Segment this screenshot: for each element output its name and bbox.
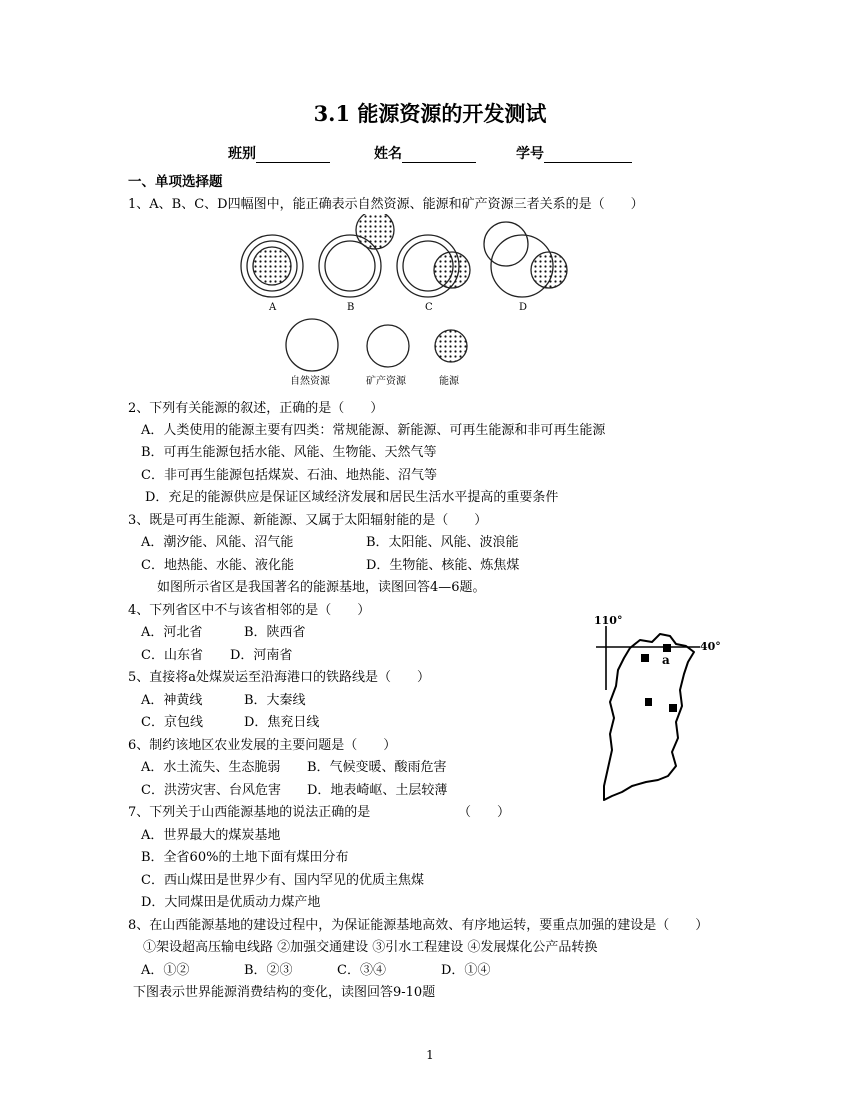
- map-coal-marker: [645, 698, 652, 706]
- question-8-option-c: C．③④: [337, 963, 386, 978]
- question-8-items: ①架设超高压输电线路 ②加强交通建设 ③引水工程建设 ④发展煤化公产品转换: [143, 940, 598, 955]
- question-7-answer-paren: （ ）: [458, 805, 511, 820]
- question-4-option-a: A．河北省: [141, 625, 203, 640]
- map-longitude-label: 110°: [594, 614, 623, 627]
- question-3-option-a: A．潮汐能、风能、沼气能: [141, 535, 294, 550]
- question-7-option-a: A．世界最大的煤炭基地: [141, 828, 281, 843]
- venn-b: [319, 214, 394, 297]
- section-heading: 一、单项选择题: [128, 174, 223, 190]
- venn-figure: [238, 214, 572, 390]
- question-4-option-d: D．河南省: [230, 648, 293, 663]
- legend-natural-resources: 自然资源: [290, 376, 330, 387]
- venn-label-c: C: [425, 302, 433, 313]
- question-4-stem: 4、下列省区中不与该省相邻的是（ ）: [128, 603, 371, 618]
- name-field: [374, 143, 476, 163]
- legend-mineral-resources: 矿产资源: [366, 376, 406, 387]
- question-7-option-b: B．全省60%的土地下面有煤田分布: [141, 850, 349, 865]
- question-4-option-c: C．山东省: [141, 648, 203, 663]
- map-coal-marker: [641, 654, 649, 662]
- class-blank[interactable]: [256, 147, 330, 163]
- intro-questions-4-6: 如图所示省区是我国著名的能源基地，读图回答4—6题。: [157, 580, 486, 595]
- question-2-stem: 2、下列有关能源的叙述，正确的是（ ）: [128, 401, 384, 416]
- question-6-option-d: D．地表崎岖、土层较薄: [307, 783, 448, 798]
- question-5-option-d: D．焦兖日线: [244, 715, 320, 730]
- question-8-option-b: B．②③: [244, 963, 293, 978]
- question-5-option-c: C．京包线: [141, 715, 203, 730]
- page-number: 1: [426, 1048, 434, 1062]
- venn-c: [397, 235, 470, 297]
- question-8-option-a: A．①②: [141, 963, 190, 978]
- page-title: 3.1 能源资源的开发测试: [313, 101, 547, 126]
- map-coal-marker: [669, 704, 677, 712]
- class-label: 班别: [228, 146, 256, 162]
- question-5-option-b: B．大秦线: [244, 693, 306, 708]
- question-5-stem: 5、直接将a处煤炭运至沿海港口的铁路线是（ ）: [128, 670, 431, 685]
- venn-d: [484, 222, 567, 297]
- question-2-option-a: A．人类使用的能源主要有四类：常规能源、新能源、可再生能源和非可再生能源: [141, 423, 606, 438]
- map-latitude-label: 40°: [700, 640, 721, 653]
- question-3-option-b: B．太阳能、风能、波浪能: [366, 535, 519, 550]
- venn-label-a: A: [269, 302, 277, 313]
- name-label: 姓名: [374, 146, 402, 162]
- venn-a: [241, 235, 303, 297]
- question-5-option-a: A．神黄线: [141, 693, 203, 708]
- map-point-a-label: a: [662, 653, 670, 667]
- question-8-option-d: D．①④: [441, 963, 491, 978]
- question-3-stem: 3、既是可再生能源、新能源、又属于太阳辐射能的是（ ）: [128, 513, 488, 528]
- question-7-option-d: D．大同煤田是优质动力煤产地: [141, 895, 321, 910]
- question-7-option-c: C．西山煤田是世界少有、国内罕见的优质主焦煤: [141, 873, 424, 888]
- id-label: 学号: [516, 146, 544, 162]
- name-blank[interactable]: [402, 147, 476, 163]
- question-7-stem: 7、下列关于山西能源基地的说法正确的是: [128, 805, 371, 820]
- question-4-option-b: B．陕西省: [244, 625, 306, 640]
- id-field: [516, 143, 632, 163]
- question-2-option-d: D．充足的能源供应是保证区域经济发展和居民生活水平提高的重要条件: [145, 490, 559, 505]
- question-8-stem: 8、在山西能源基地的建设过程中，为保证能源基地高效、有序地运转，要重点加强的建设是（ ）: [128, 918, 709, 933]
- question-6-stem: 6、制约该地区农业发展的主要问题是（ ）: [128, 738, 397, 753]
- shanxi-map: [592, 610, 730, 804]
- map-coal-marker-a: [663, 644, 671, 652]
- question-2-option-c: C．非可再生能源包括煤炭、石油、地热能、沼气等: [141, 468, 437, 483]
- question-2-option-b: B．可再生能源包括水能、风能、生物能、天然气等: [141, 445, 437, 460]
- question-6-option-c: C．洪涝灾害、台风危害: [141, 783, 281, 798]
- intro-questions-9-10: 下图表示世界能源消费结构的变化，读图回答9-10题: [133, 985, 436, 1000]
- question-6-option-b: B．气候变暖、酸雨危害: [307, 760, 447, 775]
- question-1-stem: 1、A、B、C、D四幅图中，能正确表示自然资源、能源和矿产资源三者关系的是（ ）: [128, 197, 644, 212]
- venn-legend: [286, 319, 467, 387]
- legend-energy: 能源: [439, 376, 459, 387]
- venn-label-b: B: [347, 302, 355, 313]
- class-field: [228, 143, 330, 163]
- question-3-option-d: D．生物能、核能、炼焦煤: [366, 558, 520, 573]
- question-3-option-c: C．地热能、水能、液化能: [141, 558, 294, 573]
- question-6-option-a: A．水土流失、生态脆弱: [141, 760, 281, 775]
- id-blank[interactable]: [544, 147, 632, 163]
- venn-label-d: D: [519, 302, 528, 313]
